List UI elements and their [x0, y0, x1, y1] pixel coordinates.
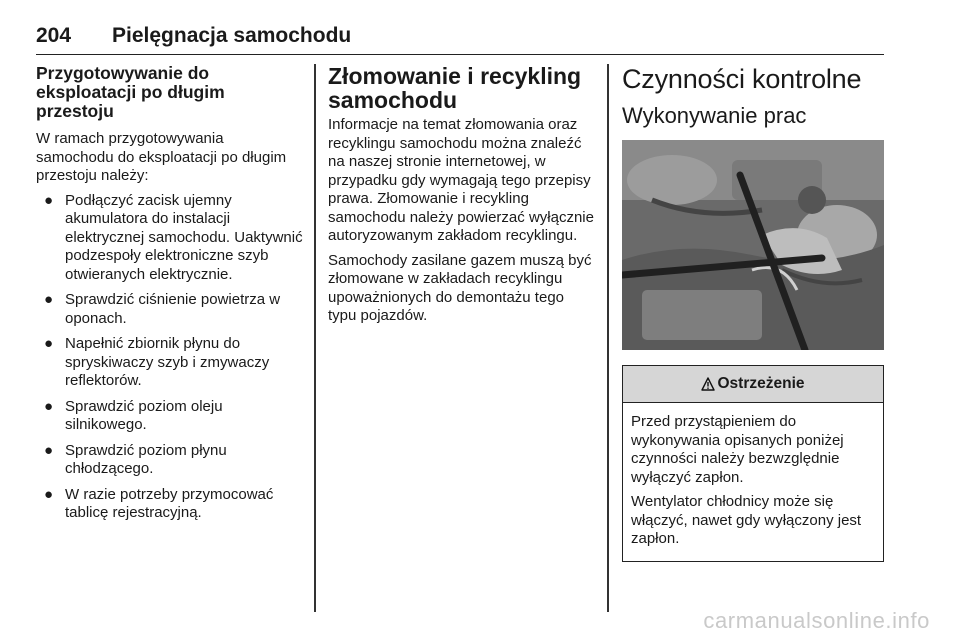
page-number: 204: [36, 24, 72, 47]
warning-header: [623, 366, 883, 403]
intro-paragraph: W ramach przygotowywania samochodu do eksploatacji po długim przestoju należy:: [36, 130, 287, 184]
list-item: ● Sprawdzić ciśnienie powietrza w oponach.: [44, 291, 281, 327]
page-header: [36, 24, 884, 55]
bullet-icon: ●: [44, 291, 54, 308]
warning-title: Ostrzeżenie: [717, 375, 805, 392]
bullet-icon: ●: [44, 335, 54, 352]
gas-vehicles-paragraph: Samochody zasilane gazem muszą być złomowane w zakładach recyklingu upoważnionych do demontażu tego typu pojazdów.: [328, 251, 592, 324]
column-left: [36, 64, 304, 530]
column-divider: [314, 64, 316, 612]
watermark: carmanualsonline.info: [703, 608, 930, 633]
list-item: ● Napełnić zbiornik płynu do spryskiwaczy szyb i zmywaczy reflektorów.: [44, 335, 270, 389]
column-divider: [607, 64, 609, 612]
bullet-icon: ●: [44, 397, 54, 415]
warning-box: [622, 365, 884, 562]
bullet-icon: ●: [44, 191, 54, 209]
recycling-paragraph: Informacje na temat złomowania oraz recyklingu samochodu można znaleźć na naszej stronie internetowej, w przypadku gdy wymagają tego przepisy prawa. Złomowanie i recykling samochodu należy powierzać wyłącznie autoryzowanym zakładom recyklingu.: [328, 116, 594, 244]
bullet-icon: ●: [44, 485, 54, 503]
running-title: Pielęgnacja samochodu: [112, 24, 352, 47]
warning-paragraph: Wentylator chłodnicy może się włączyć, nawet gdy wyłączony jest zapłon.: [631, 493, 862, 547]
column-right: [622, 64, 884, 562]
checklist: [36, 192, 304, 523]
subheading-performing-work: Wykonywanie prac: [622, 103, 807, 128]
list-item: ● Sprawdzić poziom płynu chłodzącego.: [44, 441, 227, 477]
section-heading-checks: Czynności kontrolne: [622, 64, 862, 94]
warning-body: [623, 403, 883, 561]
section-heading-recycling: Złomowanie i recykling samochodu: [328, 63, 582, 113]
list-item: ● W razie potrzeby przymocować tablicę rejestracyjną.: [44, 485, 274, 521]
section-heading-preparation: Przygotowywanie do eksploatacji po długim przestoju: [36, 63, 225, 121]
list-item: ● Sprawdzić poziom oleju silnikowego.: [44, 397, 223, 433]
bullet-icon: ●: [44, 441, 54, 459]
engine-bay-photo: [622, 140, 884, 350]
warning-paragraph: Przed przystąpieniem do wykonywania opisanych poniżej czynności należy bezwzględnie wyłączyć zapłon.: [631, 413, 844, 486]
list-item: ● Podłączyć zacisk ujemny akumulatora do instalacji elektrycznej samochodu. Uaktywnić podzespoły elektroniczne szyb otwieranych elektrycznie.: [44, 191, 303, 283]
warning-triangle-icon: [701, 377, 715, 391]
column-middle: [328, 64, 596, 332]
